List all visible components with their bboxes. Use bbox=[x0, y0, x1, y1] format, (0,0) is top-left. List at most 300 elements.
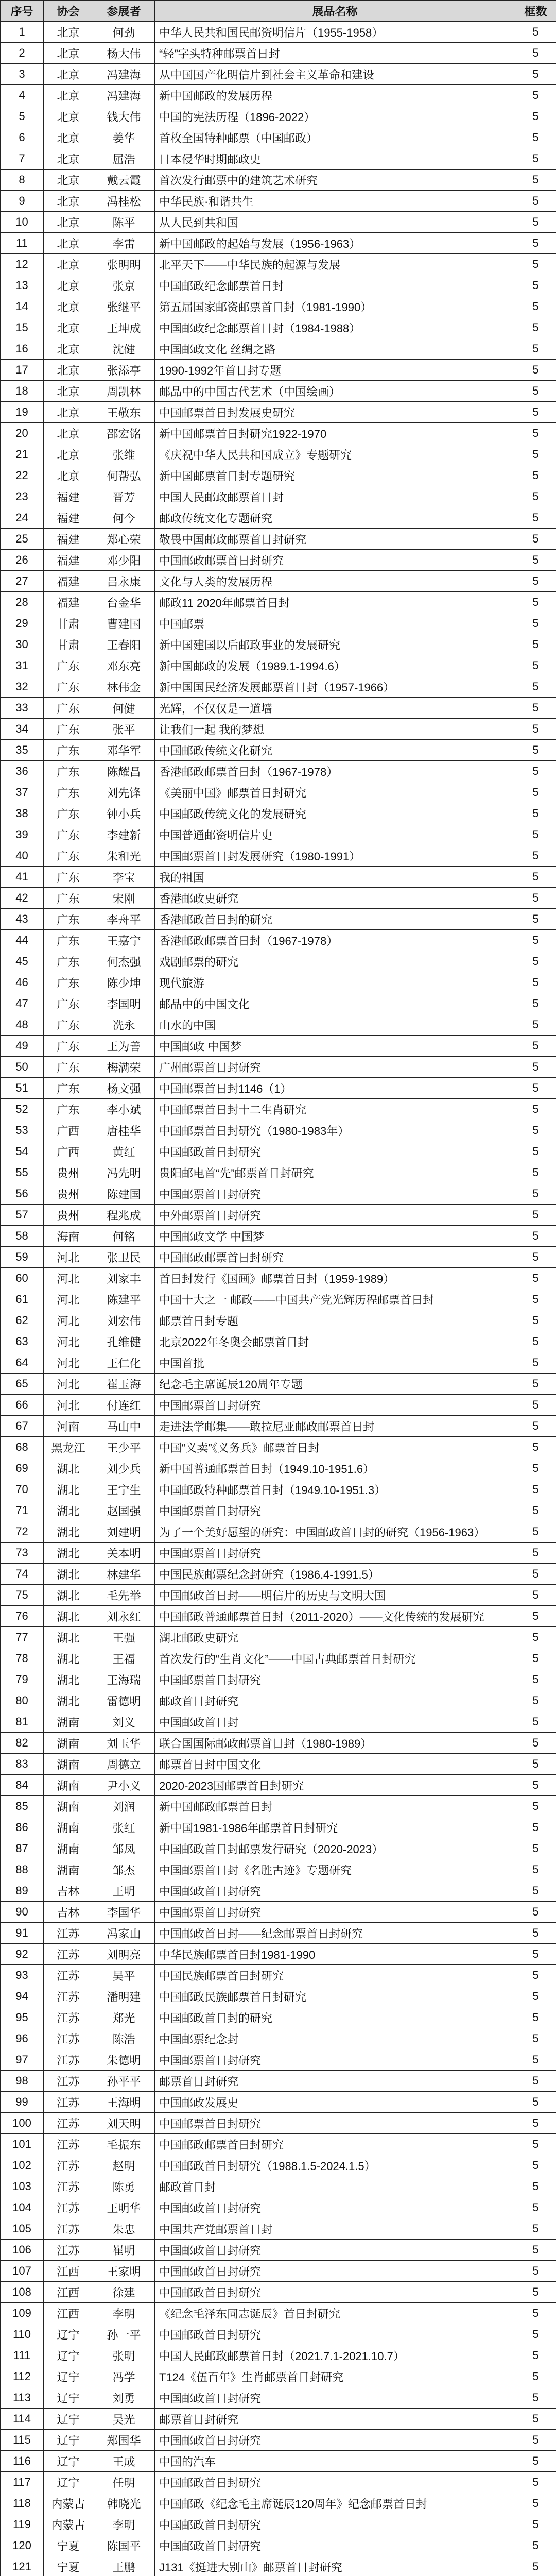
cell-exhibit-title: 《庆祝中华人民共和国成立》专题研究 bbox=[155, 444, 515, 465]
cell-exhibit-title: 中华民族邮票首日封1981-1990 bbox=[155, 1944, 515, 1965]
cell-exhibit-title: 邮政传统文化专题研究 bbox=[155, 507, 515, 529]
cell-index: 11 bbox=[1, 233, 44, 254]
cell-association: 福建 bbox=[44, 592, 93, 613]
cell-exhibit-title: 《美丽中国》邮票首日封研究 bbox=[155, 782, 515, 803]
table-row bbox=[1, 465, 556, 486]
table-row bbox=[1, 1374, 556, 1395]
cell-association: 广东 bbox=[44, 824, 93, 845]
cell-frame-count: 5 bbox=[515, 2049, 556, 2071]
cell-association: 江苏 bbox=[44, 2049, 93, 2071]
cell-exhibitor: 冯建海 bbox=[93, 85, 155, 106]
cell-association: 辽宁 bbox=[44, 2387, 93, 2409]
cell-exhibit-title: 中国邮票纪念封 bbox=[155, 2028, 515, 2049]
table-row bbox=[1, 1859, 556, 1880]
cell-frame-count: 5 bbox=[515, 782, 556, 803]
cell-exhibitor: 张维 bbox=[93, 444, 155, 465]
cell-exhibitor: 吴平 bbox=[93, 1965, 155, 1986]
cell-frame-count: 5 bbox=[515, 1944, 556, 1965]
cell-frame-count: 5 bbox=[515, 2028, 556, 2049]
table-row bbox=[1, 1521, 556, 1543]
table-row bbox=[1, 233, 556, 254]
table-row bbox=[1, 1627, 556, 1648]
cell-exhibit-title: 中国邮票首日封十二生肖研究 bbox=[155, 1099, 515, 1120]
cell-exhibitor: 刘义 bbox=[93, 1711, 155, 1733]
cell-index: 50 bbox=[1, 1057, 44, 1078]
table-row bbox=[1, 676, 556, 698]
cell-exhibit-title: 走进法学邮集——敢拉尼亚邮政邮票首日封 bbox=[155, 1416, 515, 1437]
cell-frame-count: 5 bbox=[515, 1458, 556, 1479]
cell-association: 北京 bbox=[44, 317, 93, 338]
cell-index: 70 bbox=[1, 1479, 44, 1500]
cell-exhibit-title: 联合国国际邮政邮票首日封（1980-1989） bbox=[155, 1733, 515, 1754]
cell-frame-count: 5 bbox=[515, 2535, 556, 2556]
cell-association: 辽宁 bbox=[44, 2345, 93, 2366]
cell-index: 58 bbox=[1, 1226, 44, 1247]
cell-exhibitor: 张继平 bbox=[93, 296, 155, 317]
cell-association: 江苏 bbox=[44, 2007, 93, 2028]
cell-exhibitor: 徐建 bbox=[93, 2282, 155, 2303]
table-row bbox=[1, 888, 556, 909]
cell-exhibit-title: 新中国普通邮票首日封（1949.10-1951.6） bbox=[155, 1458, 515, 1479]
cell-index: 104 bbox=[1, 2197, 44, 2218]
cell-frame-count: 5 bbox=[515, 1648, 556, 1669]
cell-association: 广西 bbox=[44, 1141, 93, 1162]
table-row bbox=[1, 845, 556, 867]
cell-index: 71 bbox=[1, 1500, 44, 1521]
cell-exhibitor: 付连红 bbox=[93, 1395, 155, 1416]
cell-exhibitor: 陈耀昌 bbox=[93, 761, 155, 782]
cell-index: 51 bbox=[1, 1078, 44, 1099]
table-row bbox=[1, 212, 556, 233]
cell-frame-count: 5 bbox=[515, 1078, 556, 1099]
table-row bbox=[1, 127, 556, 148]
cell-exhibit-title: 中国“义卖”《义务兵》邮票首日封 bbox=[155, 1437, 515, 1458]
cell-frame-count: 5 bbox=[515, 550, 556, 571]
cell-exhibit-title: 中国邮政特种邮票首日封（1949.10-1951.3） bbox=[155, 1479, 515, 1500]
cell-exhibitor: 杨文强 bbox=[93, 1078, 155, 1099]
cell-exhibit-title: 让我们一起 我的梦想 bbox=[155, 719, 515, 740]
cell-exhibit-title: 新中国国民经济发展邮票首日封（1957-1966） bbox=[155, 676, 515, 698]
cell-exhibitor: 何劲 bbox=[93, 22, 155, 43]
cell-exhibit-title: 中国邮票首日封研究 bbox=[155, 1902, 515, 1923]
table-row bbox=[1, 2028, 556, 2049]
cell-exhibit-title: J131《挺进大别山》邮票首日封研究 bbox=[155, 2556, 515, 2576]
cell-exhibitor: 王福 bbox=[93, 1648, 155, 1669]
table-row bbox=[1, 529, 556, 550]
cell-exhibitor: 孔维健 bbox=[93, 1331, 155, 1352]
cell-index: 59 bbox=[1, 1247, 44, 1268]
table-row bbox=[1, 2345, 556, 2366]
cell-frame-count: 5 bbox=[515, 1162, 556, 1183]
cell-association: 江苏 bbox=[44, 1986, 93, 2007]
cell-frame-count: 5 bbox=[515, 170, 556, 191]
cell-index: 99 bbox=[1, 2092, 44, 2113]
cell-exhibit-title: 现代旅游 bbox=[155, 972, 515, 993]
cell-association: 湖北 bbox=[44, 1648, 93, 1669]
cell-exhibitor: 陈平 bbox=[93, 212, 155, 233]
cell-exhibitor: 钟小兵 bbox=[93, 803, 155, 824]
cell-exhibitor: 雷德明 bbox=[93, 1690, 155, 1711]
table-row bbox=[1, 1690, 556, 1711]
cell-frame-count: 5 bbox=[515, 43, 556, 64]
cell-exhibit-title: 中国邮政民族邮票首日封研究 bbox=[155, 1986, 515, 2007]
cell-exhibit-title: 中国邮政首日封——纪念邮票首日封研究 bbox=[155, 1923, 515, 1944]
cell-association: 北京 bbox=[44, 212, 93, 233]
cell-exhibit-title: 中国邮政首日封研究（1988.1.5-2024.1.5） bbox=[155, 2155, 515, 2176]
cell-frame-count: 5 bbox=[515, 1817, 556, 1838]
cell-index: 85 bbox=[1, 1796, 44, 1817]
table-row bbox=[1, 402, 556, 423]
cell-frame-count: 5 bbox=[515, 1690, 556, 1711]
cell-exhibitor: 崔玉海 bbox=[93, 1374, 155, 1395]
cell-exhibitor: 王鹏 bbox=[93, 2556, 155, 2576]
table-row bbox=[1, 782, 556, 803]
cell-association: 黑龙江 bbox=[44, 1437, 93, 1458]
table-row bbox=[1, 1500, 556, 1521]
cell-exhibitor: 屈浩 bbox=[93, 148, 155, 170]
cell-index: 86 bbox=[1, 1817, 44, 1838]
cell-exhibitor: 曹建国 bbox=[93, 613, 155, 634]
table-row bbox=[1, 571, 556, 592]
cell-frame-count: 5 bbox=[515, 1564, 556, 1585]
cell-association: 宁夏 bbox=[44, 2556, 93, 2576]
cell-index: 72 bbox=[1, 1521, 44, 1543]
cell-index: 111 bbox=[1, 2345, 44, 2366]
cell-exhibit-title: 中国首批 bbox=[155, 1352, 515, 1374]
cell-exhibit-title: 新中国邮政的发展（1989.1-1994.6） bbox=[155, 655, 515, 676]
cell-exhibitor: 林伟金 bbox=[93, 676, 155, 698]
cell-association: 北京 bbox=[44, 170, 93, 191]
table-row bbox=[1, 1711, 556, 1733]
cell-exhibit-title: 北平天下——中华民族的起源与发展 bbox=[155, 254, 515, 275]
table-row bbox=[1, 1986, 556, 2007]
cell-exhibit-title: 中国的汽车 bbox=[155, 2451, 515, 2472]
cell-exhibitor: 任明 bbox=[93, 2472, 155, 2493]
cell-association: 湖南 bbox=[44, 1817, 93, 1838]
table-row bbox=[1, 613, 556, 634]
cell-association: 河北 bbox=[44, 1395, 93, 1416]
table-row bbox=[1, 1564, 556, 1585]
cell-frame-count: 5 bbox=[515, 571, 556, 592]
table-row bbox=[1, 2303, 556, 2324]
header-index: 序号 bbox=[1, 1, 44, 22]
cell-association: 江苏 bbox=[44, 2092, 93, 2113]
cell-index: 77 bbox=[1, 1627, 44, 1648]
cell-frame-count: 5 bbox=[515, 1838, 556, 1859]
cell-index: 87 bbox=[1, 1838, 44, 1859]
cell-exhibit-title: 中国邮政纪念邮票首日封 bbox=[155, 275, 515, 296]
cell-frame-count: 5 bbox=[515, 613, 556, 634]
cell-exhibit-title: 中国邮政首日封 bbox=[155, 1711, 515, 1733]
table-row bbox=[1, 1247, 556, 1268]
cell-frame-count: 5 bbox=[515, 803, 556, 824]
cell-exhibitor: 王少平 bbox=[93, 1437, 155, 1458]
cell-exhibit-title: 中国共产党邮票首日封 bbox=[155, 2218, 515, 2240]
cell-frame-count: 5 bbox=[515, 2409, 556, 2430]
cell-index: 20 bbox=[1, 423, 44, 444]
table-row bbox=[1, 2176, 556, 2197]
table-row bbox=[1, 2387, 556, 2409]
cell-exhibit-title: 中国邮政普通邮票首日封（2011-2020）——文化传统的发展研究 bbox=[155, 1606, 515, 1627]
cell-exhibit-title: 邮票首日封中国文化 bbox=[155, 1754, 515, 1775]
cell-index: 66 bbox=[1, 1395, 44, 1416]
cell-association: 甘肃 bbox=[44, 634, 93, 655]
cell-frame-count: 5 bbox=[515, 1395, 556, 1416]
cell-frame-count: 5 bbox=[515, 1733, 556, 1754]
cell-exhibitor: 李建新 bbox=[93, 824, 155, 845]
table-row bbox=[1, 1268, 556, 1289]
cell-exhibitor: 张添亭 bbox=[93, 360, 155, 381]
cell-index: 79 bbox=[1, 1669, 44, 1690]
cell-frame-count: 5 bbox=[515, 1543, 556, 1564]
cell-frame-count: 5 bbox=[515, 2197, 556, 2218]
cell-index: 92 bbox=[1, 1944, 44, 1965]
cell-frame-count: 5 bbox=[515, 1859, 556, 1880]
cell-index: 47 bbox=[1, 993, 44, 1014]
cell-association: 北京 bbox=[44, 444, 93, 465]
table-row bbox=[1, 1902, 556, 1923]
cell-frame-count: 5 bbox=[515, 1226, 556, 1247]
cell-exhibitor: 陈少坤 bbox=[93, 972, 155, 993]
cell-frame-count: 5 bbox=[515, 465, 556, 486]
cell-exhibitor: 吴光 bbox=[93, 2409, 155, 2430]
cell-index: 76 bbox=[1, 1606, 44, 1627]
cell-frame-count: 5 bbox=[515, 1183, 556, 1205]
cell-association: 湖北 bbox=[44, 1606, 93, 1627]
header-frame-count: 框数 bbox=[515, 1, 556, 22]
cell-association: 辽宁 bbox=[44, 2451, 93, 2472]
cell-exhibitor: 王宁生 bbox=[93, 1479, 155, 1500]
cell-frame-count: 5 bbox=[515, 634, 556, 655]
cell-frame-count: 5 bbox=[515, 1500, 556, 1521]
cell-index: 56 bbox=[1, 1183, 44, 1205]
cell-association: 北京 bbox=[44, 254, 93, 275]
cell-index: 43 bbox=[1, 909, 44, 930]
cell-association: 贵州 bbox=[44, 1183, 93, 1205]
cell-association: 广东 bbox=[44, 740, 93, 761]
table-row bbox=[1, 1099, 556, 1120]
table-row bbox=[1, 486, 556, 507]
cell-frame-count: 5 bbox=[515, 381, 556, 402]
cell-exhibit-title: 中国邮政首日封邮票发行研究（2020-2023） bbox=[155, 1838, 515, 1859]
cell-index: 37 bbox=[1, 782, 44, 803]
table-row bbox=[1, 2472, 556, 2493]
cell-exhibit-title: 中国邮政首日封研究 bbox=[155, 2240, 515, 2261]
cell-frame-count: 5 bbox=[515, 22, 556, 43]
cell-frame-count: 5 bbox=[515, 972, 556, 993]
cell-exhibit-title: 中国邮政首日封——明信片的历史与文明大国 bbox=[155, 1585, 515, 1606]
cell-frame-count: 5 bbox=[515, 1205, 556, 1226]
cell-exhibitor: 刘少兵 bbox=[93, 1458, 155, 1479]
cell-frame-count: 5 bbox=[515, 1585, 556, 1606]
cell-association: 北京 bbox=[44, 43, 93, 64]
cell-index: 14 bbox=[1, 296, 44, 317]
table-row bbox=[1, 381, 556, 402]
cell-frame-count: 5 bbox=[515, 507, 556, 529]
cell-association: 江西 bbox=[44, 2303, 93, 2324]
cell-frame-count: 5 bbox=[515, 360, 556, 381]
cell-index: 101 bbox=[1, 2134, 44, 2155]
cell-association: 辽宁 bbox=[44, 2324, 93, 2345]
cell-exhibit-title: 中国邮票首日封研究（1980-1983年） bbox=[155, 1120, 515, 1141]
cell-index: 18 bbox=[1, 381, 44, 402]
cell-index: 57 bbox=[1, 1205, 44, 1226]
cell-exhibitor: 林建华 bbox=[93, 1564, 155, 1585]
cell-index: 78 bbox=[1, 1648, 44, 1669]
cell-exhibit-title: 贵阳邮电首“先”邮票首日封研究 bbox=[155, 1162, 515, 1183]
table-row bbox=[1, 1669, 556, 1690]
table-row bbox=[1, 909, 556, 930]
cell-frame-count: 5 bbox=[515, 2514, 556, 2535]
cell-exhibit-title: 中国邮票首日封研究 bbox=[155, 1543, 515, 1564]
cell-exhibit-title: 新中国邮政的发展历程 bbox=[155, 85, 515, 106]
cell-frame-count: 5 bbox=[515, 1310, 556, 1331]
table-row bbox=[1, 85, 556, 106]
cell-exhibit-title: 2020-2023国邮票首日封研究 bbox=[155, 1775, 515, 1796]
cell-exhibit-title: 我的祖国 bbox=[155, 867, 515, 888]
cell-frame-count: 5 bbox=[515, 85, 556, 106]
cell-index: 102 bbox=[1, 2155, 44, 2176]
cell-association: 湖南 bbox=[44, 1754, 93, 1775]
cell-index: 88 bbox=[1, 1859, 44, 1880]
cell-association: 江苏 bbox=[44, 2071, 93, 2092]
cell-index: 105 bbox=[1, 2218, 44, 2240]
table-row bbox=[1, 2556, 556, 2576]
cell-association: 湖北 bbox=[44, 1585, 93, 1606]
cell-exhibit-title: 中国邮票首日封1146（1） bbox=[155, 1078, 515, 1099]
table-row bbox=[1, 22, 556, 43]
cell-exhibitor: 邓东亮 bbox=[93, 655, 155, 676]
table-row bbox=[1, 1648, 556, 1669]
cell-exhibit-title: 中国邮政首日封研究 bbox=[155, 2324, 515, 2345]
cell-exhibit-title: 中国邮政首日封研究 bbox=[155, 2535, 515, 2556]
table-row bbox=[1, 993, 556, 1014]
cell-association: 广东 bbox=[44, 676, 93, 698]
cell-exhibit-title: 中国邮政首日封研究 bbox=[155, 1141, 515, 1162]
cell-exhibitor: 邓少阳 bbox=[93, 550, 155, 571]
cell-index: 17 bbox=[1, 360, 44, 381]
cell-frame-count: 5 bbox=[515, 655, 556, 676]
cell-exhibit-title: 中国人民邮政邮票首日封（2021.7.1-2021.10.7） bbox=[155, 2345, 515, 2366]
cell-index: 108 bbox=[1, 2282, 44, 2303]
cell-frame-count: 5 bbox=[515, 2303, 556, 2324]
cell-frame-count: 5 bbox=[515, 592, 556, 613]
table-row bbox=[1, 444, 556, 465]
cell-exhibit-title: 香港邮政首日封的研究 bbox=[155, 909, 515, 930]
cell-association: 辽宁 bbox=[44, 2366, 93, 2387]
table-row bbox=[1, 1057, 556, 1078]
cell-exhibit-title: 《纪念毛泽东同志诞辰》首日封研究 bbox=[155, 2303, 515, 2324]
cell-exhibit-title: 邮票首日封研究 bbox=[155, 2071, 515, 2092]
cell-exhibitor: 台金华 bbox=[93, 592, 155, 613]
cell-frame-count: 5 bbox=[515, 338, 556, 360]
cell-exhibit-title: 中国邮政首日封研究 bbox=[155, 2472, 515, 2493]
cell-association: 河北 bbox=[44, 1331, 93, 1352]
cell-association: 江苏 bbox=[44, 2113, 93, 2134]
cell-frame-count: 5 bbox=[515, 2387, 556, 2409]
cell-index: 36 bbox=[1, 761, 44, 782]
table-row bbox=[1, 2071, 556, 2092]
cell-exhibit-title: 中国邮票首日封发展史研究 bbox=[155, 402, 515, 423]
cell-index: 27 bbox=[1, 571, 44, 592]
table-row bbox=[1, 761, 556, 782]
table-row bbox=[1, 1310, 556, 1331]
cell-exhibitor: 陈浩 bbox=[93, 2028, 155, 2049]
cell-index: 83 bbox=[1, 1754, 44, 1775]
cell-exhibit-title: 中国邮政首日封研究 bbox=[155, 1880, 515, 1902]
table-row bbox=[1, 550, 556, 571]
cell-frame-count: 5 bbox=[515, 761, 556, 782]
cell-frame-count: 5 bbox=[515, 148, 556, 170]
cell-frame-count: 5 bbox=[515, 2345, 556, 2366]
cell-association: 江苏 bbox=[44, 1923, 93, 1944]
cell-exhibitor: 唐桂华 bbox=[93, 1120, 155, 1141]
cell-frame-count: 5 bbox=[515, 867, 556, 888]
cell-index: 12 bbox=[1, 254, 44, 275]
cell-exhibitor: 李明 bbox=[93, 2514, 155, 2535]
cell-frame-count: 5 bbox=[515, 1141, 556, 1162]
cell-exhibitor: 钱大伟 bbox=[93, 106, 155, 127]
cell-exhibitor: 郑光 bbox=[93, 2007, 155, 2028]
cell-association: 宁夏 bbox=[44, 2535, 93, 2556]
cell-frame-count: 5 bbox=[515, 1331, 556, 1352]
cell-frame-count: 5 bbox=[515, 1437, 556, 1458]
cell-exhibit-title: 中国邮政邮票首日封研究 bbox=[155, 1247, 515, 1268]
cell-index: 34 bbox=[1, 719, 44, 740]
cell-exhibitor: 姜华 bbox=[93, 127, 155, 148]
cell-frame-count: 5 bbox=[515, 1606, 556, 1627]
cell-exhibit-title: 第五届国家邮资邮票首日封（1981-1990） bbox=[155, 296, 515, 317]
cell-exhibitor: 王强 bbox=[93, 1627, 155, 1648]
table-row bbox=[1, 106, 556, 127]
table-row bbox=[1, 43, 556, 64]
table-row bbox=[1, 2261, 556, 2282]
cell-exhibitor: 王坤成 bbox=[93, 317, 155, 338]
cell-index: 117 bbox=[1, 2472, 44, 2493]
cell-exhibit-title: 戏剧邮票的研究 bbox=[155, 951, 515, 972]
header-exhibit-title: 展品名称 bbox=[155, 1, 515, 22]
cell-exhibit-title: 首次发行的“生肖文化”——中国古典邮票首日封研究 bbox=[155, 1648, 515, 1669]
cell-exhibit-title: 中国邮票首日封研究 bbox=[155, 1395, 515, 1416]
cell-association: 广东 bbox=[44, 698, 93, 719]
cell-exhibitor: 刘勇 bbox=[93, 2387, 155, 2409]
cell-frame-count: 5 bbox=[515, 2240, 556, 2261]
cell-frame-count: 5 bbox=[515, 106, 556, 127]
cell-index: 53 bbox=[1, 1120, 44, 1141]
cell-frame-count: 5 bbox=[515, 2261, 556, 2282]
table-row bbox=[1, 360, 556, 381]
cell-association: 湖北 bbox=[44, 1500, 93, 1521]
cell-exhibitor: 朱和光 bbox=[93, 845, 155, 867]
cell-association: 福建 bbox=[44, 529, 93, 550]
cell-frame-count: 5 bbox=[515, 1923, 556, 1944]
table-row bbox=[1, 1078, 556, 1099]
cell-index: 35 bbox=[1, 740, 44, 761]
table-row bbox=[1, 951, 556, 972]
table-row bbox=[1, 719, 556, 740]
cell-index: 3 bbox=[1, 64, 44, 85]
cell-exhibit-title: 中国民族邮票纪念封研究（1986.4-1991.5） bbox=[155, 1564, 515, 1585]
cell-association: 广西 bbox=[44, 1120, 93, 1141]
cell-index: 26 bbox=[1, 550, 44, 571]
cell-exhibitor: 孙一平 bbox=[93, 2324, 155, 2345]
cell-frame-count: 5 bbox=[515, 1014, 556, 1036]
table-row bbox=[1, 803, 556, 824]
table-row bbox=[1, 1944, 556, 1965]
table-row bbox=[1, 1585, 556, 1606]
cell-exhibit-title: 为了一个美好愿望的研究：中国邮政首日封的研究（1956-1963） bbox=[155, 1521, 515, 1543]
cell-frame-count: 5 bbox=[515, 1099, 556, 1120]
